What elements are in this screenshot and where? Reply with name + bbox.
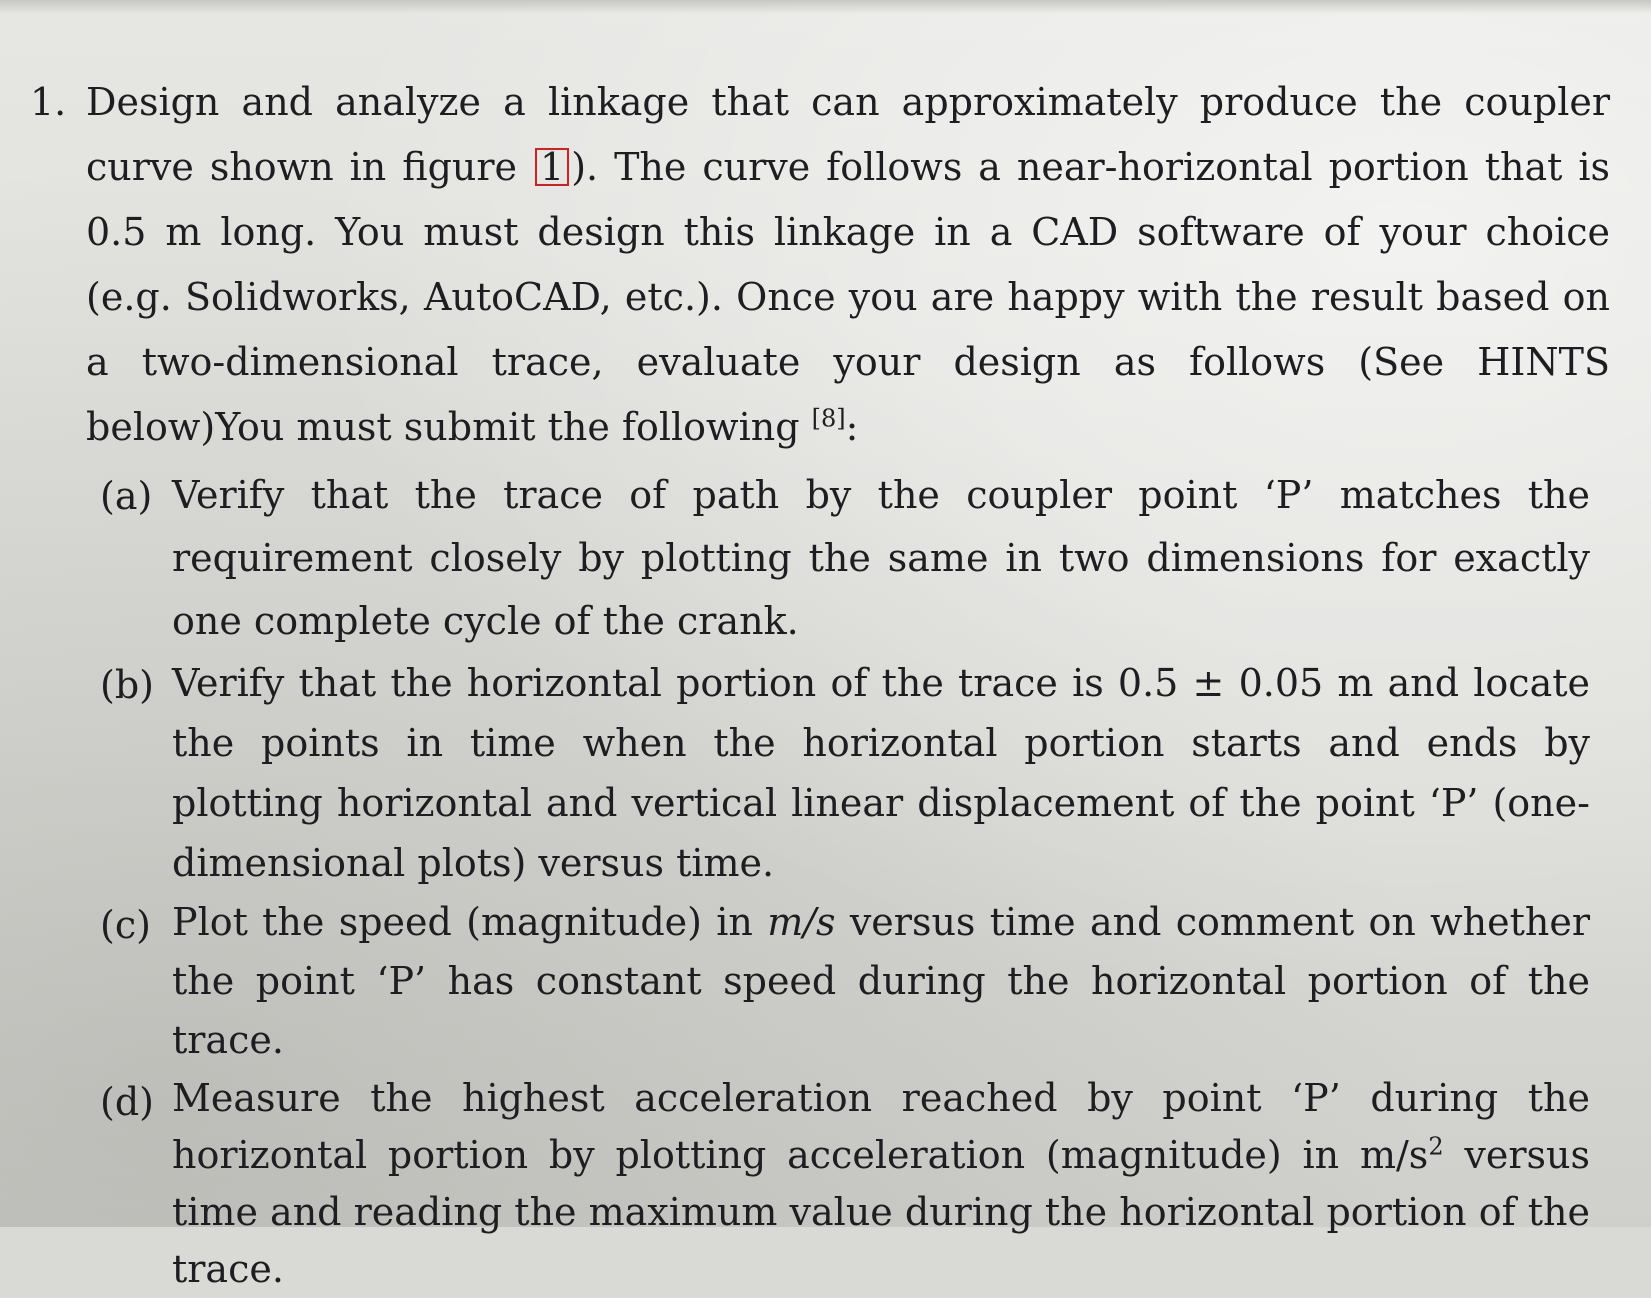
question-number: 1. xyxy=(30,80,67,124)
part-d-text-after-unit: versus time and reading the maximum value during the horizontal portion of the trace. xyxy=(172,1133,1590,1291)
part-c-label: (c) xyxy=(100,903,151,947)
question-parts xyxy=(100,464,1590,1298)
part-d-text-before-unit: Measure the highest acceleration reached by point ‘P’ during the horizontal portion by plotting acceleration (magnitude) in xyxy=(172,1076,1590,1177)
part-d-label: (d) xyxy=(100,1080,154,1124)
part-c xyxy=(100,893,1590,1070)
question-row xyxy=(30,70,1610,460)
marks-superscript: [8] xyxy=(811,404,846,433)
figure-reference-link[interactable]: 1 xyxy=(535,148,569,186)
part-b-text: Verify that the horizontal portion of the trace is 0.5 ± 0.05 m and locate the points in time when the horizontal portion starts and ends by plotting horizontal and vertical linear displacement of the point ‘P’ (one-dimensional plots) versus time. xyxy=(172,661,1590,885)
part-a-label: (a) xyxy=(100,474,153,518)
question-text-before-ref: Design and analyze a linkage that can approximately produce the coupler curve shown in figure xyxy=(86,80,1610,189)
part-d-accel-unit-exponent: 2 xyxy=(1428,1132,1444,1161)
part-a xyxy=(100,464,1590,653)
part-b-label: (b) xyxy=(100,663,154,707)
part-c-speed-unit: m/s xyxy=(767,900,836,944)
question-text-after-ref: ). The curve follows a near-horizontal portion that is 0.5 m long. You must design this linkage in a CAD software of your choice (e.g. Solidworks, AutoCAD, etc.). Once you are happy with the result based on a two-dimensional trace, evaluate your design as follows (See HINTS below)You must submit the following xyxy=(86,145,1610,449)
part-d-text xyxy=(172,1070,1590,1298)
question-1 xyxy=(30,70,1610,1298)
page-top-edge xyxy=(0,0,1651,14)
question-body xyxy=(86,70,1610,460)
part-b xyxy=(100,653,1590,893)
part-d-accel-unit-base: m/s xyxy=(1359,1133,1429,1177)
part-a-text: Verify that the trace of path by the coupler point ‘P’ matches the requirement closely by plotting the same in two dimensions for exactly one complete cycle of the crank. xyxy=(172,473,1590,643)
part-d xyxy=(100,1070,1590,1298)
marks-suffix: : xyxy=(845,405,859,449)
part-c-text-after-unit: versus time and comment on whether the point ‘P’ has constant speed during the horizontal portion of the trace. xyxy=(172,900,1590,1062)
part-c-text xyxy=(172,893,1590,1070)
part-c-text-before-unit: Plot the speed (magnitude) in xyxy=(172,900,768,944)
